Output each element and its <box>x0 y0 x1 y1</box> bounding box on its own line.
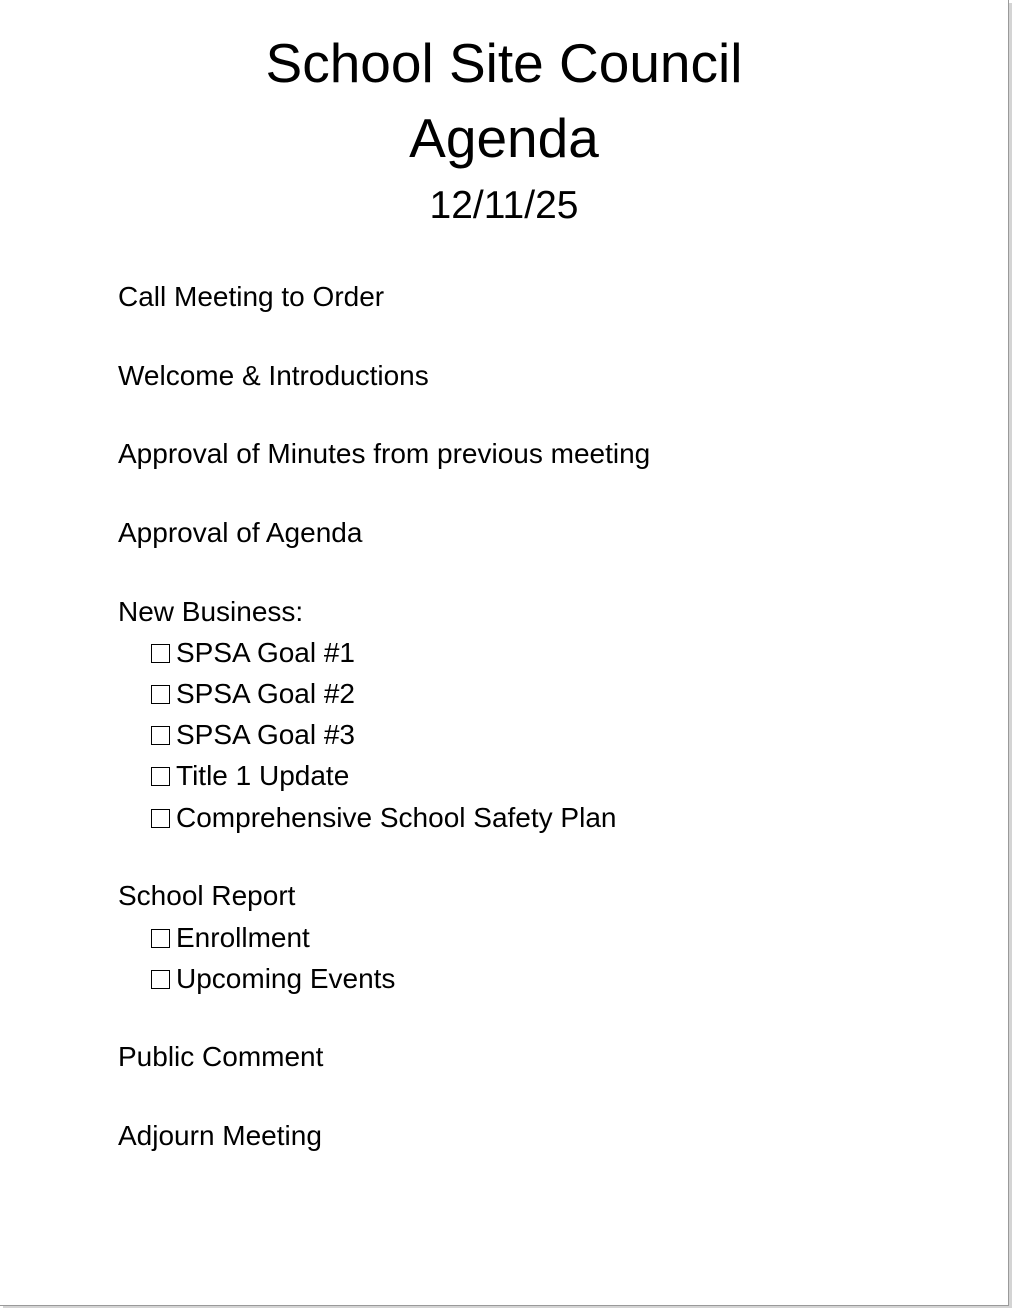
agenda-item-welcome: Welcome & Introductions <box>118 360 429 391</box>
page-subtitle: Agenda <box>409 107 599 169</box>
new-business-item-label: SPSA Goal #1 <box>176 637 356 668</box>
agenda-item-approval-minutes: Approval of Minutes from previous meeting <box>118 438 651 469</box>
new-business-item <box>151 759 349 793</box>
agenda-list <box>118 0 978 1300</box>
school-report-heading: School Report <box>118 880 296 911</box>
new-business-item <box>151 677 355 711</box>
agenda-item-call-to-order: Call Meeting to Order <box>118 281 385 312</box>
checkbox-icon[interactable] <box>151 929 170 948</box>
new-business-heading: New Business: <box>118 596 304 627</box>
page-title: School Site Council <box>265 32 743 94</box>
school-report-item-label: Enrollment <box>176 922 310 953</box>
new-business-item <box>151 801 616 835</box>
checkbox-icon[interactable] <box>151 644 170 663</box>
new-business-item-label: Title 1 Update <box>176 760 350 791</box>
checkbox-icon[interactable] <box>151 767 170 786</box>
checkbox-icon[interactable] <box>151 809 170 828</box>
new-business-item-label: SPSA Goal #2 <box>176 678 356 709</box>
school-report-item-label: Upcoming Events <box>176 963 396 994</box>
new-business-item-label: SPSA Goal #3 <box>176 719 356 750</box>
meeting-date: 12/11/25 <box>429 184 579 227</box>
checkbox-icon[interactable] <box>151 970 170 989</box>
agenda-item-approval-agenda: Approval of Agenda <box>118 517 363 548</box>
new-business-item <box>151 718 355 752</box>
new-business-item <box>151 636 355 670</box>
checkbox-icon[interactable] <box>151 685 170 704</box>
new-business-item-label: Comprehensive School Safety Plan <box>176 802 617 833</box>
agenda-item-adjourn: Adjourn Meeting <box>118 1120 322 1151</box>
school-report-item <box>151 921 310 955</box>
school-report-item <box>151 962 395 996</box>
checkbox-icon[interactable] <box>151 726 170 745</box>
agenda-item-public-comment: Public Comment <box>118 1041 324 1072</box>
